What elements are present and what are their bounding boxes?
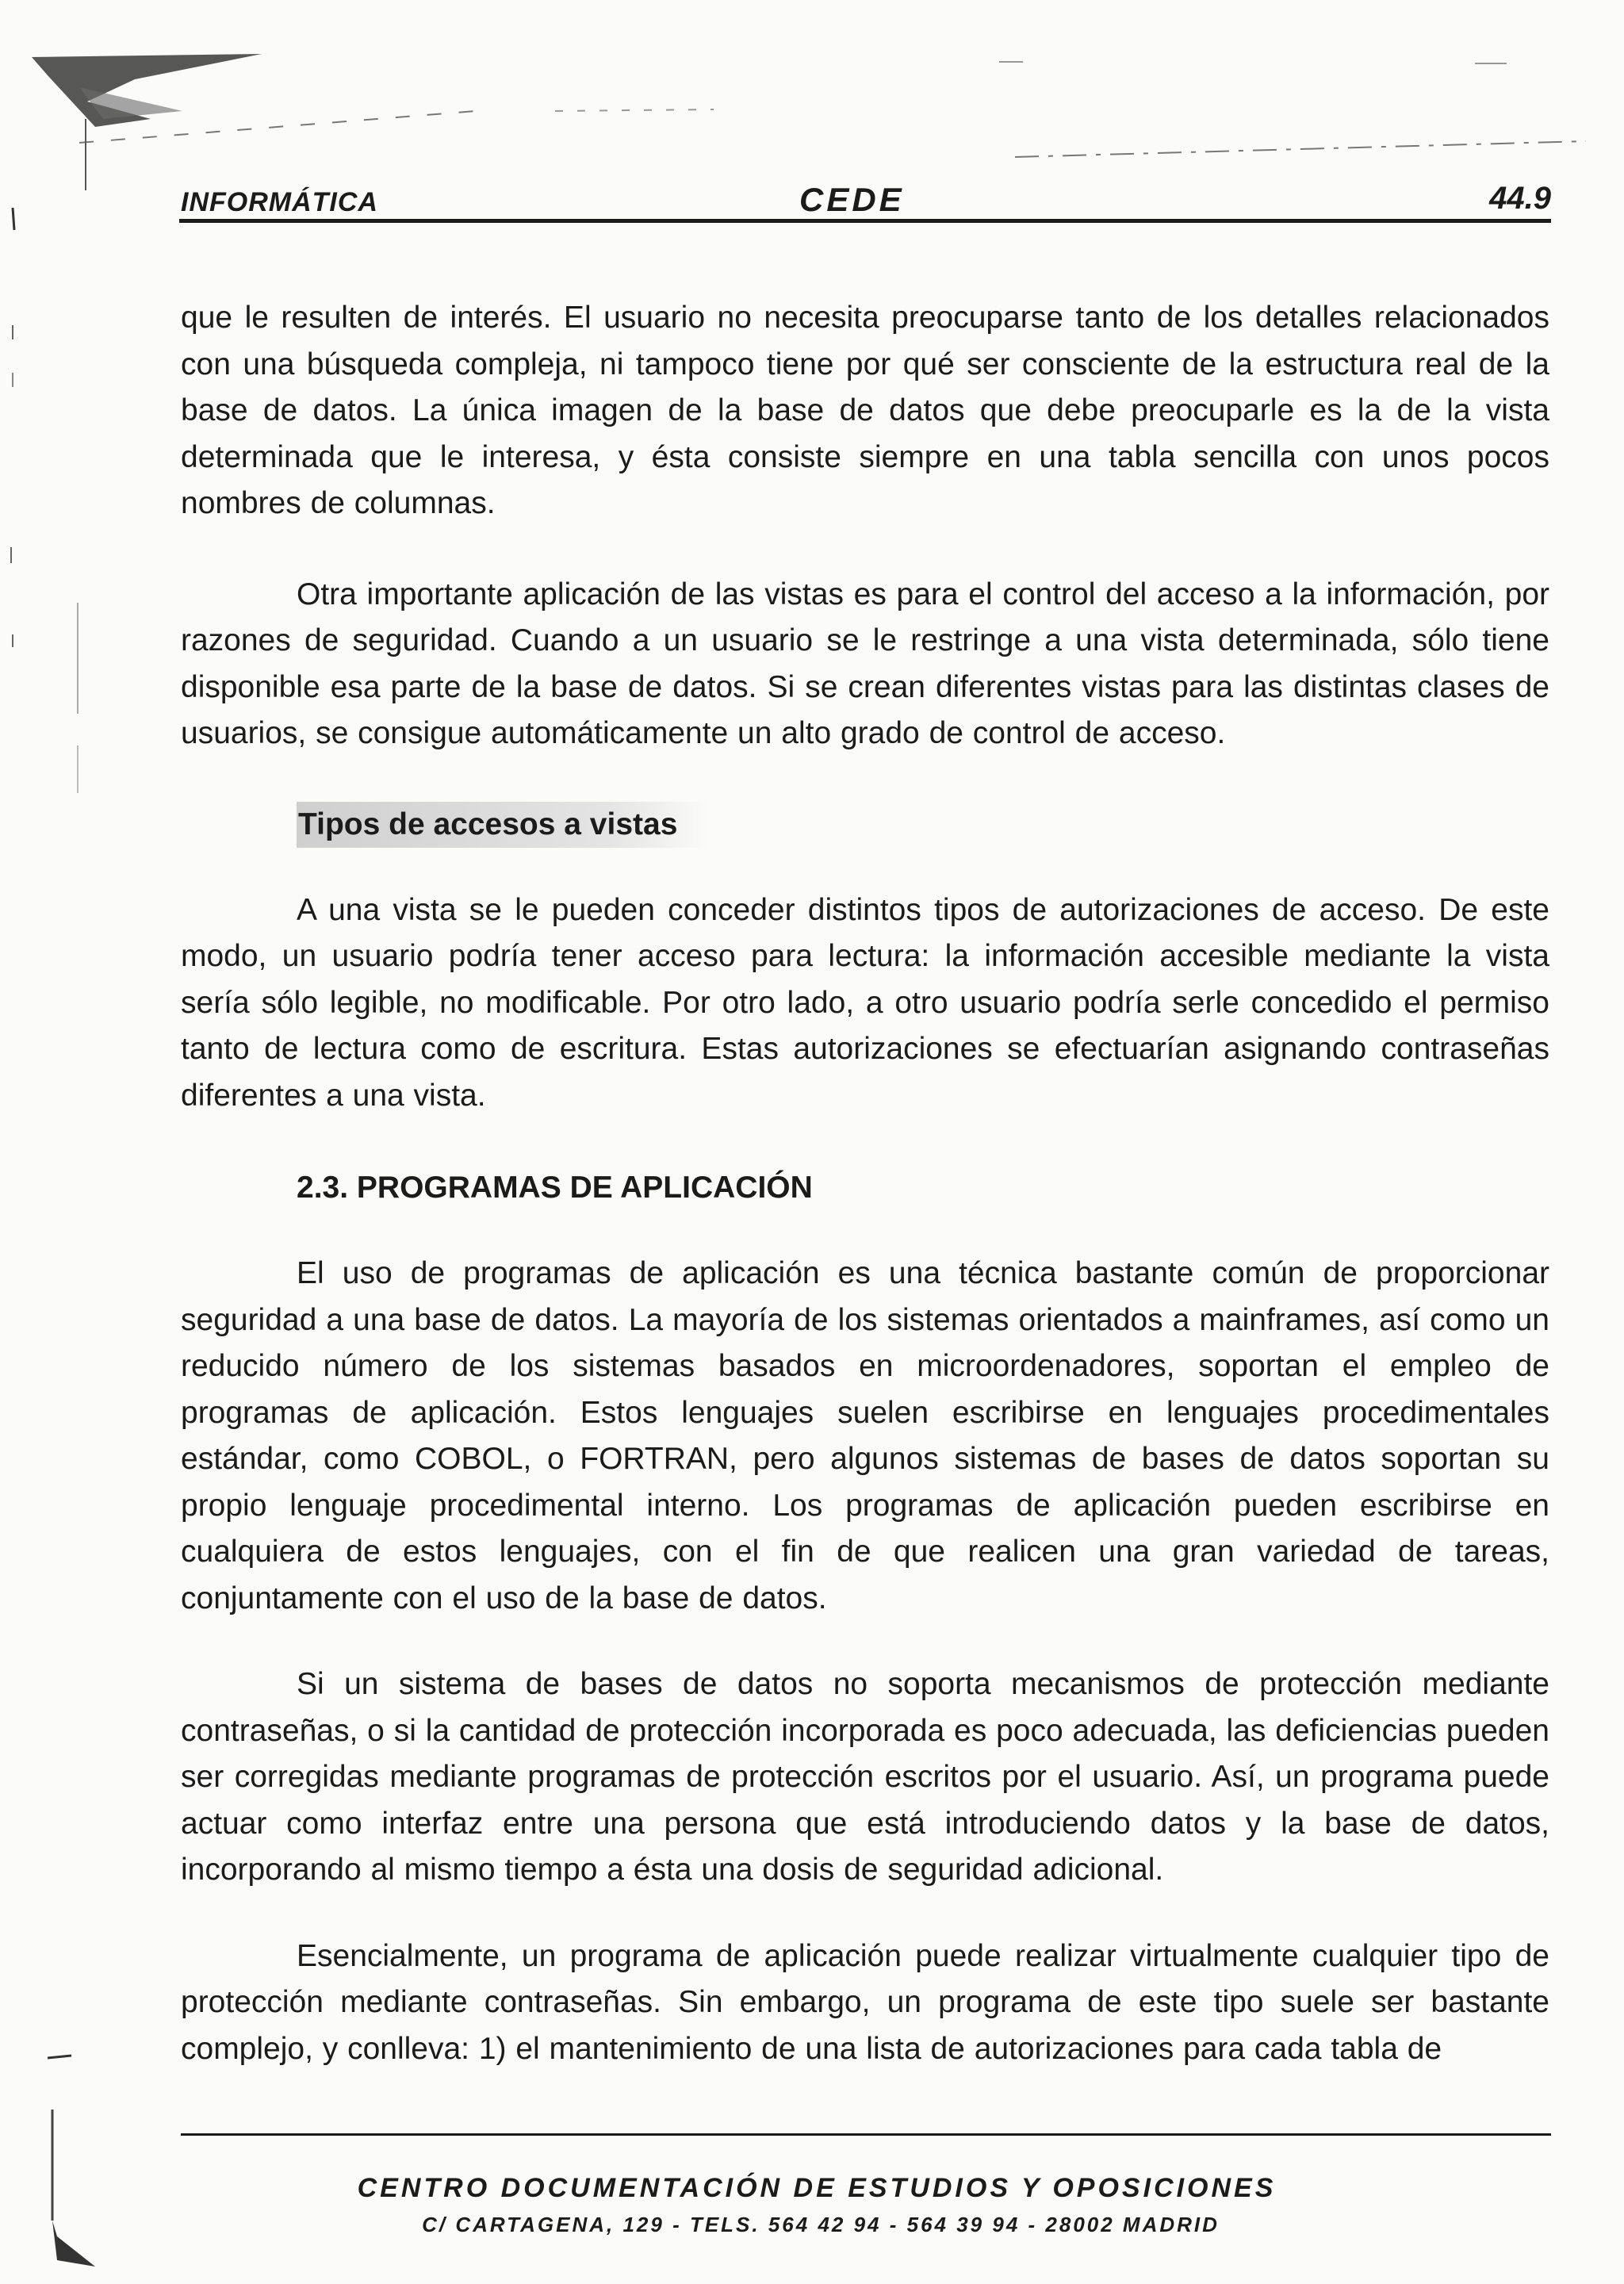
footer-rule bbox=[181, 2133, 1551, 2136]
paragraph-5: Si un sistema de bases de datos no soporta mecanismos de protección mediante contraseñas, o si la cantidad de protección incorporada es poco adecuada, las deficiencias pueden ser corregidas mediante programas de protección escritos por el usuario. Así, un programa puede actuar como interfaz entre una persona que está introduciendo datos y la base de datos, incorporando al mismo tiempo a ésta una dosis de seguridad adicional. bbox=[181, 1667, 1549, 1887]
page-header bbox=[181, 181, 1551, 217]
paragraph-3: A una vista se le pueden conceder distintos tipos de autorizaciones de acceso. De este modo, un usuario podría tener acceso para lectura: la información accesible mediante la vista sería sólo legible, no modificable. Por otro lado, a otro usuario podría serle concedido el permiso tanto de lectura como de escritura. Estas autorizaciones se efectuarían asignando contraseñas diferentes a una vista. bbox=[181, 892, 1549, 1113]
footer-organization: CENTRO DOCUMENTACIÓN DE ESTUDIOS Y OPOSICIONES bbox=[357, 2173, 1277, 2203]
paragraph-4: El uso de programas de aplicación es una técnica bastante común de proporcionar seguridad a una base de datos. La mayoría de los sistemas orientados a mainframes, así como un reducido número de los sistemas basados en microordenadores, soportan el empleo de programas de aplicación. Estos lenguajes suelen escribirse en lenguajes procedimentales estándar, como COBOL, o FORTRAN, pero algunos sistemas de bases de datos soportan su propio lenguaje procedimental interno. Los programas de aplicación pueden escribirse en cualquiera de estos lenguajes, con el fin de que realicen una gran variedad de tareas, conjuntamente con el uso de la base de datos. bbox=[181, 1256, 1549, 1615]
header-subject: INFORMÁTICA bbox=[181, 187, 378, 217]
subheading-tipos-accesos: Tipos de accesos a vistas bbox=[297, 802, 709, 848]
scan-margin-artifact bbox=[0, 301, 111, 2284]
section-heading-2-3: 2.3. PROGRAMAS DE APLICACIÓN bbox=[297, 1171, 813, 1205]
paragraph-2: Otra importante aplicación de las vistas es para el control del acceso a la información, por razones de seguridad. Cuando a un usuario se le restringe a una vista determinada, sólo tiene disponible esa parte de la base de datos. Si se crean diferentes vistas para las distintas clases de usuarios, se consigue automáticamente un alto grado de control de acceso. bbox=[181, 577, 1549, 750]
header-publisher-logo: CEDE bbox=[799, 181, 905, 218]
header-rule bbox=[179, 219, 1551, 223]
page-number: 44.9 bbox=[1489, 181, 1551, 216]
paragraph-6: Esencialmente, un programa de aplicación puede realizar virtualmente cualquier tipo de protección mediante contraseñas. Sin embargo, un programa de este tipo suele ser bastante complejo, y conlleva: 1) el mantenimiento de una lista de autorizaciones para cada tabla de bbox=[181, 1938, 1549, 2066]
page-body bbox=[181, 295, 1549, 2072]
footer-address: C/ CARTAGENA, 129 - TELS. 564 42 94 - 564 39 94 - 28002 MADRID bbox=[422, 2213, 1220, 2236]
paragraph-1: que le resulten de interés. El usuario no necesita preocuparse tanto de los detalles relacionados con una búsqueda compleja, ni tampoco tiene por qué ser consciente de la estructura real de la base de datos. La única imagen de la base de datos que debe preocuparle es la de la vista determinada que le interesa, y ésta consiste siempre en una tabla sencilla con unos pocos nombres de columnas. bbox=[181, 301, 1549, 520]
